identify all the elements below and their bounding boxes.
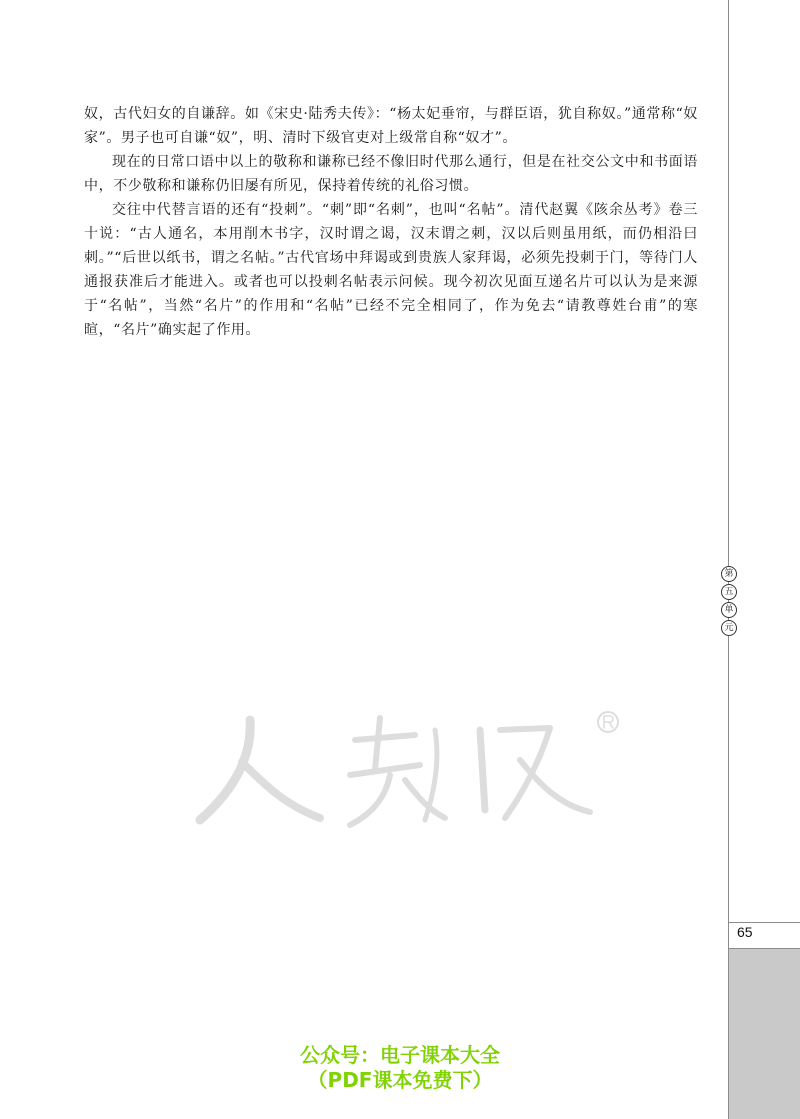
sidebar-gray-block <box>729 948 800 1119</box>
unit-label <box>721 566 737 636</box>
paragraph-2: 现在的日常口语中以上的敬称和谦称已经不像旧时代那么通行，但是在社交公文中和书面语中，不少敬称和谦称仍旧屡有所见，保持着传统的礼俗习惯。 <box>84 154 698 194</box>
unit-label-char: 第 <box>721 566 737 582</box>
unit-label-char: 单 <box>721 602 737 618</box>
page-sidebar <box>724 0 800 1119</box>
paragraph-1: 奴，古代妇女的自谦辞。如《宋史·陆秀夫传》：“杨太妃垂帘，与群臣语，犹自称奴。”通常称“奴家”。男子也可自谦“奴”，明、清时下级官吏对上级常自称“奴才”。 <box>84 106 698 146</box>
footer-promo-line-1: 公众号：电子课本大全 <box>300 1043 500 1067</box>
body-text <box>84 102 698 342</box>
unit-label-char: 五 <box>721 584 737 600</box>
publisher-watermark <box>180 700 630 840</box>
page-number: 65 <box>737 924 753 940</box>
unit-label-char: 元 <box>721 620 737 636</box>
footer-promo <box>0 1043 800 1093</box>
footer-promo-line-2: （PDF课本免费下） <box>307 1068 493 1092</box>
paragraph-3: 交往中代替言语的还有“投刺”。“刺”即“名刺”，也叫“名帖”。清代赵翼《陔余丛考》卷三十说：“古人通名，本用削木书字，汉时谓之谒，汉末谓之刺，汉以后则虽用纸，而仍相沿曰刺。”“后世以纸书，谓之名帖。”古代官场中拜谒或到贵族人家拜谒，必须先投刺于门，等待门人通报获准后才能进入。或者也可以投刺名帖表示问候。现今初次见面互递名片可以认为是来源于“名帖”，当然“名片”的作用和“名帖”已经不完全相同了，作为免去“请教尊姓台甫”的寒暄，“名片”确实起了作用。 <box>84 202 698 338</box>
publisher-watermark-logo <box>180 700 630 840</box>
page-number-box <box>729 922 800 944</box>
